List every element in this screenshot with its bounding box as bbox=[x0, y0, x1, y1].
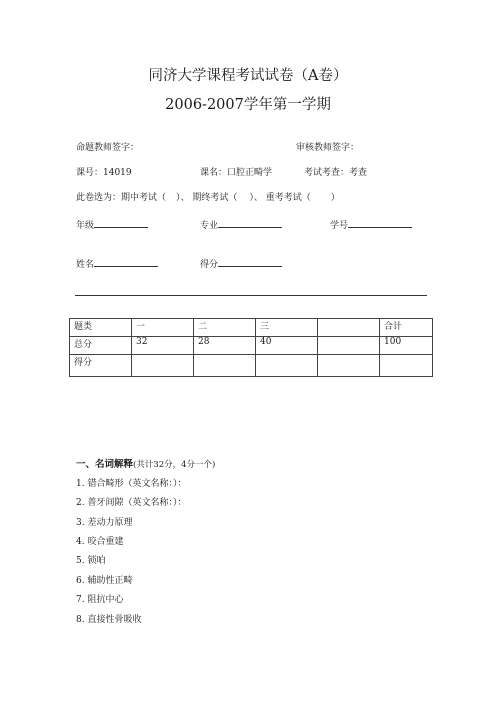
paper-type-line bbox=[76, 190, 340, 203]
setter-signature-label: 命题教师签字： bbox=[76, 143, 140, 153]
semester-subtitle: 2006-2007学年第一学期 bbox=[165, 97, 331, 113]
section-title: 一、名词解释 bbox=[76, 459, 134, 470]
table-cell: 合计 bbox=[380, 319, 433, 337]
student-id-blank bbox=[348, 217, 412, 228]
score-input-cell bbox=[318, 355, 380, 377]
separator-line bbox=[75, 295, 427, 296]
course-name: 课名：口腔正畸学 bbox=[200, 168, 273, 178]
name-field bbox=[76, 256, 158, 270]
paper-type-end: ） bbox=[330, 193, 340, 203]
table-cell: 一 bbox=[132, 319, 194, 337]
list-item: 1. 错合畸形（英文名称：）： bbox=[76, 479, 187, 489]
paper-type-midterm-close: ）、 期终考试（ bbox=[176, 193, 238, 203]
table-cell: 题类 bbox=[70, 319, 132, 337]
name-blank bbox=[94, 256, 158, 267]
table-row bbox=[70, 319, 433, 337]
course-number: 课号：14019 bbox=[76, 168, 132, 178]
reviewer-signature-label: 审核教师签字： bbox=[296, 143, 360, 153]
score-input-cell bbox=[380, 355, 433, 377]
grade-label: 年级 bbox=[76, 221, 95, 231]
table-cell: 总分 bbox=[70, 337, 132, 355]
list-item: 3. 差动力原理 bbox=[76, 518, 133, 528]
table-cell: 100 bbox=[380, 337, 433, 355]
name-label: 姓名 bbox=[76, 260, 95, 270]
major-field bbox=[200, 217, 282, 231]
score-table bbox=[69, 318, 433, 377]
table-cell: 得分 bbox=[70, 355, 132, 377]
table-cell: 28 bbox=[194, 337, 256, 355]
major-label: 专业 bbox=[200, 221, 219, 231]
section-note: (共计32分，4分一个) bbox=[133, 460, 216, 470]
table-cell: 40 bbox=[256, 337, 318, 355]
table-cell bbox=[318, 337, 380, 355]
list-item: 8. 直接性骨吸收 bbox=[76, 615, 142, 625]
list-item: 6. 辅助性正畸 bbox=[76, 576, 133, 586]
score-input-cell bbox=[194, 355, 256, 377]
list-item: 2. 普牙间隙（英文名称：）： bbox=[76, 498, 187, 508]
table-cell: 二 bbox=[194, 319, 256, 337]
score-blank bbox=[218, 256, 282, 267]
paper-type-final-close: ）、 重考考试（ bbox=[249, 193, 311, 203]
paper-type-prefix: 此卷选为：期中考试（ bbox=[76, 193, 167, 203]
score-input-cell bbox=[132, 355, 194, 377]
score-label: 得分 bbox=[200, 260, 219, 270]
table-row bbox=[70, 337, 433, 355]
exam-type: 考试考查：考查 bbox=[304, 168, 368, 178]
table-cell bbox=[318, 319, 380, 337]
grade-blank bbox=[94, 217, 148, 228]
grade-field bbox=[76, 217, 148, 231]
list-item: 7. 阻抗中心 bbox=[76, 595, 124, 605]
list-item: 4. 咬合重建 bbox=[76, 537, 124, 547]
major-blank bbox=[218, 217, 282, 228]
student-id-field bbox=[330, 217, 412, 231]
student-id-label: 学号 bbox=[330, 221, 349, 231]
table-cell: 32 bbox=[132, 337, 194, 355]
section-heading bbox=[76, 456, 215, 470]
score-input-cell bbox=[256, 355, 318, 377]
table-row bbox=[70, 355, 433, 377]
list-item: 5. 锁㕷 bbox=[76, 556, 106, 566]
exam-title: 同济大学课程考试试卷（A卷） bbox=[148, 68, 348, 84]
table-cell: 三 bbox=[256, 319, 318, 337]
score-field bbox=[200, 256, 282, 270]
